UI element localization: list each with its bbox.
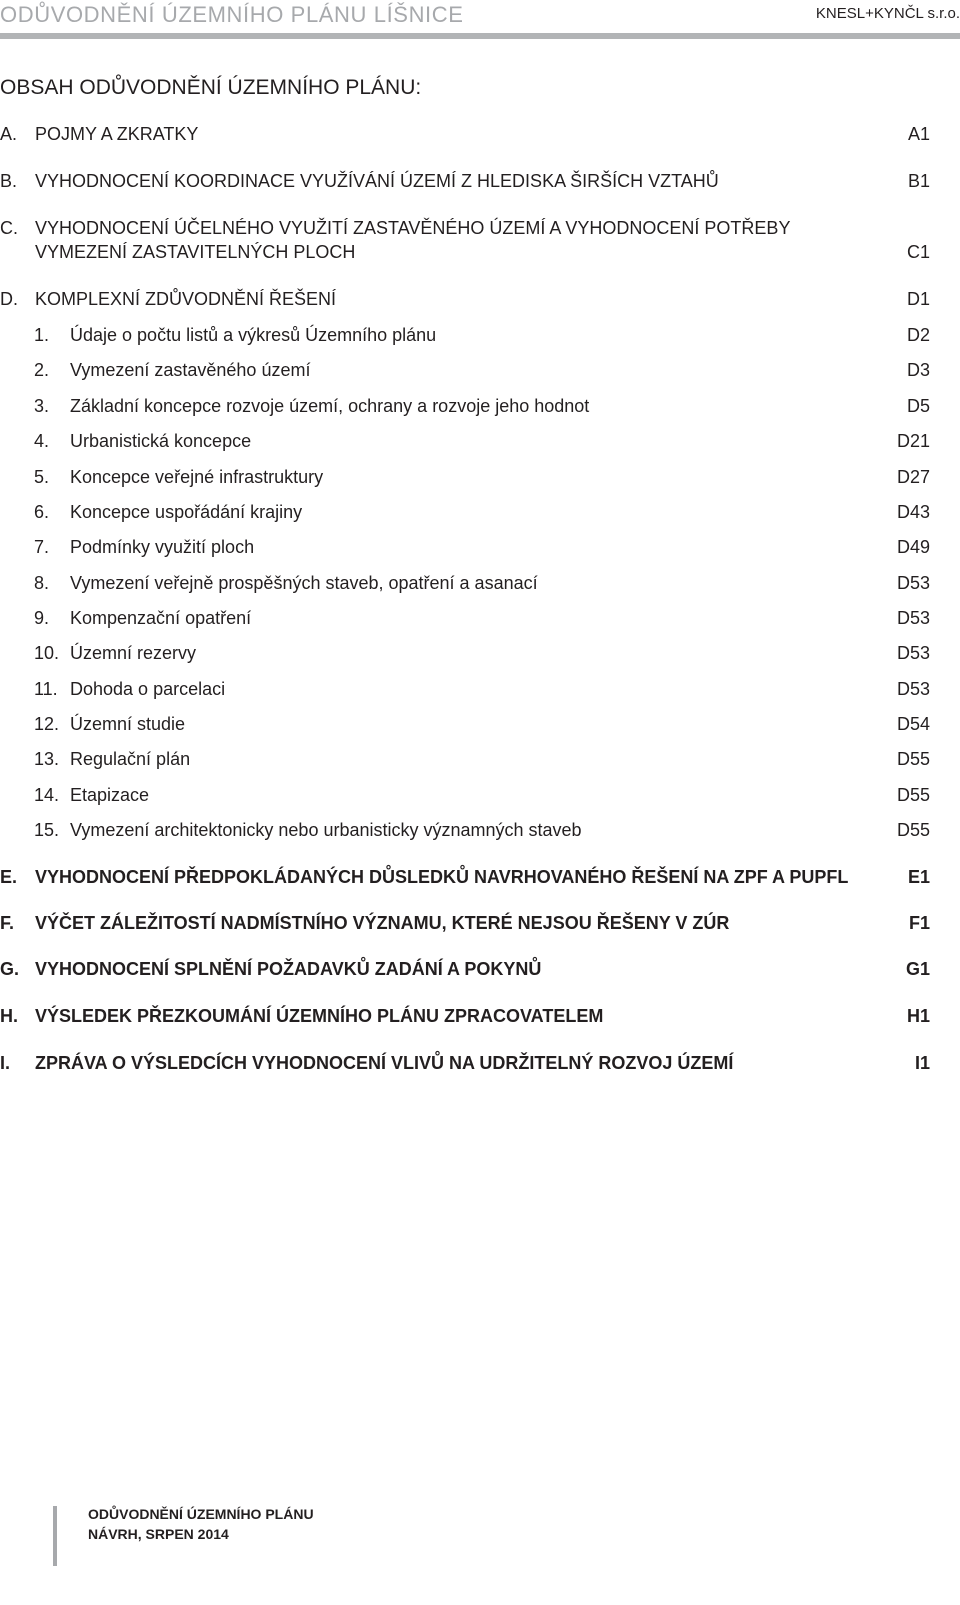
footer-marker-bar: [53, 1506, 57, 1566]
toc-subentry-page: D54: [896, 714, 930, 734]
toc-entry-page: I1: [914, 1053, 930, 1073]
toc-entry-page: B1: [907, 171, 930, 191]
toc-subentry-number: 12.: [34, 714, 60, 734]
toc-entry-page: C1: [906, 242, 930, 262]
toc-subentry-number: 4.: [34, 431, 50, 451]
toc-subentry-number: 10.: [34, 643, 60, 663]
toc-entry-label: POJMY A ZKRATKY: [35, 124, 199, 144]
toc-subentry-number: 8.: [34, 573, 50, 593]
toc-entry-label: VYHODNOCENÍ PŘEDPOKLÁDANÝCH DŮSLEDKŮ NAVRHOVANÉHO ŘEŠENÍ NA ZPF A PUPFL: [35, 867, 849, 887]
toc-entry-label: VYHODNOCENÍ SPLNĚNÍ POŽADAVKŮ ZADÁNÍ A POKYNŮ: [35, 959, 542, 979]
toc-heading: OBSAH ODŮVODNĚNÍ ÚZEMNÍHO PLÁNU:: [0, 76, 422, 99]
toc-entry-page: A1: [907, 124, 930, 144]
toc-entry-h[interactable]: [0, 1006, 930, 1032]
toc-subentry-number: 15.: [34, 820, 60, 840]
toc-subentry[interactable]: [0, 714, 930, 740]
toc-subentry[interactable]: [0, 502, 930, 528]
document-title: ODŮVODNĚNÍ ÚZEMNÍHO PLÁNU LÍŠNICE: [0, 2, 464, 27]
toc-subentry-page: D5: [906, 396, 930, 416]
toc-entry-label: VÝSLEDEK PŘEZKOUMÁNÍ ÚZEMNÍHO PLÁNU ZPRACOVATELEM: [35, 1006, 604, 1026]
toc-subentry-page: D55: [896, 820, 930, 840]
toc-subentry-page: D53: [896, 573, 930, 593]
toc-entry-page: H1: [906, 1006, 930, 1026]
toc-subentry-page: D27: [896, 467, 930, 487]
toc-entry-label: VÝČET ZÁLEŽITOSTÍ NADMÍSTNÍHO VÝZNAMU, KTERÉ NEJSOU ŘEŠENY V ZÚR: [35, 913, 730, 933]
toc-subentry-number: 5.: [34, 467, 50, 487]
toc-subentry-label: Etapizace: [70, 785, 150, 805]
toc-subentry[interactable]: [0, 325, 930, 351]
toc-subentry-number: 7.: [34, 537, 50, 557]
toc-subentry-page: D53: [896, 643, 930, 663]
toc-subentry-label: Vymezení zastavěného území: [70, 360, 311, 380]
toc-subentry[interactable]: [0, 643, 930, 669]
toc-subentry-label: Koncepce uspořádání krajiny: [70, 502, 303, 522]
toc-subentry[interactable]: [0, 431, 930, 457]
toc-subentry-page: D55: [896, 749, 930, 769]
toc-entry-number: I.: [0, 1053, 11, 1073]
toc-entry-label: VYHODNOCENÍ KOORDINACE VYUŽÍVÁNÍ ÚZEMÍ Z HLEDISKA ŠIRŠÍCH VZTAHŮ: [35, 171, 719, 191]
toc-entry-label: ZPRÁVA O VÝSLEDCÍCH VYHODNOCENÍ VLIVŮ NA UDRŽITELNÝ ROZVOJ ÚZEMÍ: [35, 1053, 734, 1073]
toc-subentry-label: Regulační plán: [70, 749, 191, 769]
toc-subentry-label: Urbanistická koncepce: [70, 431, 252, 451]
toc-entry-number: A.: [0, 124, 18, 144]
toc-entry-a[interactable]: [0, 124, 930, 150]
toc-subentry-number: 6.: [34, 502, 50, 522]
toc-subentry-number: 3.: [34, 396, 50, 416]
toc-entry-g[interactable]: [0, 959, 930, 985]
toc-subentry[interactable]: [0, 396, 930, 422]
toc-subentry[interactable]: [0, 749, 930, 775]
page-header: [0, 0, 960, 40]
toc-entry-number: F.: [0, 913, 15, 933]
toc-subentry[interactable]: [0, 785, 930, 811]
footer-version-date: NÁVRH, SRPEN 2014: [88, 1526, 229, 1542]
toc-subentry[interactable]: [0, 679, 930, 705]
toc-subentry-page: D53: [896, 679, 930, 699]
toc-subentry[interactable]: [0, 467, 930, 493]
toc-entry-page: G1: [905, 959, 930, 979]
toc-entry-e[interactable]: [0, 867, 930, 893]
toc-entry-page: D1: [906, 289, 930, 309]
toc-subentry-page: D53: [896, 608, 930, 628]
toc-subentry-page: D55: [896, 785, 930, 805]
toc-entry-number: E.: [0, 867, 18, 887]
toc-entry-number: H.: [0, 1006, 18, 1026]
toc-entry-i[interactable]: [0, 1053, 930, 1079]
toc-subentry-label: Údaje o počtu listů a výkresů Územního plánu: [70, 325, 437, 345]
toc-subentry-page: D49: [896, 537, 930, 557]
toc-subentry-page: D3: [906, 360, 930, 380]
toc-subentry-label: Základní koncepce rozvoje území, ochrany a rozvoje jeho hodnot: [70, 396, 590, 416]
toc-entry-number: C.: [0, 218, 18, 238]
toc-subentry-page: D21: [896, 431, 930, 451]
toc-subentry-page: D43: [896, 502, 930, 522]
toc-entry-c[interactable]: [0, 218, 930, 268]
toc-entry-number: G.: [0, 959, 20, 979]
toc-entry-page: F1: [908, 913, 930, 933]
toc-entry-label-line1: VYHODNOCENÍ ÚČELNÉHO VYUŽITÍ ZASTAVĚNÉHO ÚZEMÍ A VYHODNOCENÍ POTŘEBY: [35, 218, 791, 238]
toc-entry-number: B.: [0, 171, 18, 191]
toc-subentry[interactable]: [0, 360, 930, 386]
toc-entry-d[interactable]: [0, 289, 930, 315]
toc-subentry[interactable]: [0, 573, 930, 599]
toc-subentry-label: Kompenzační opatření: [70, 608, 252, 628]
toc-subentry-label: Územní studie: [70, 714, 186, 734]
toc-subentry-number: 1.: [34, 325, 50, 345]
toc-subentry-page: D2: [906, 325, 930, 345]
toc-subentry-number: 2.: [34, 360, 50, 380]
toc-entry-label-line2: VYMEZENÍ ZASTAVITELNÝCH PLOCH: [35, 242, 356, 262]
toc-subentry-number: 9.: [34, 608, 50, 628]
toc-subentry-label: Vymezení veřejně prospěšných staveb, opatření a asanací: [70, 573, 538, 593]
header-divider: [0, 33, 960, 39]
toc-subentry-label: Podmínky využití ploch: [70, 537, 255, 557]
toc-entry-label: KOMPLEXNÍ ZDŮVODNĚNÍ ŘEŠENÍ: [35, 289, 337, 309]
toc-entry-page: E1: [907, 867, 930, 887]
toc-entry-b[interactable]: [0, 171, 930, 197]
toc-subentry[interactable]: [0, 608, 930, 634]
toc-subentry-label: Dohoda o parcelaci: [70, 679, 226, 699]
toc-entry-f[interactable]: [0, 913, 930, 939]
toc-subentry[interactable]: [0, 537, 930, 563]
footer-document-type: ODŮVODNĚNÍ ÚZEMNÍHO PLÁNU: [88, 1506, 314, 1522]
company-name: KNESL+KYNČL s.r.o.: [815, 5, 960, 22]
toc-subentry-label: Územní rezervy: [70, 643, 197, 663]
toc-entry-number: D.: [0, 289, 18, 309]
toc-subentry-label: Vymezení architektonicky nebo urbanisticky významných staveb: [70, 820, 582, 840]
toc-subentry-number: 13.: [34, 749, 60, 769]
toc-subentry-label: Koncepce veřejné infrastruktury: [70, 467, 324, 487]
toc-subentry-number: 14.: [34, 785, 60, 805]
toc-subentry-number: 11.: [34, 679, 58, 699]
toc-subentry[interactable]: [0, 820, 930, 846]
